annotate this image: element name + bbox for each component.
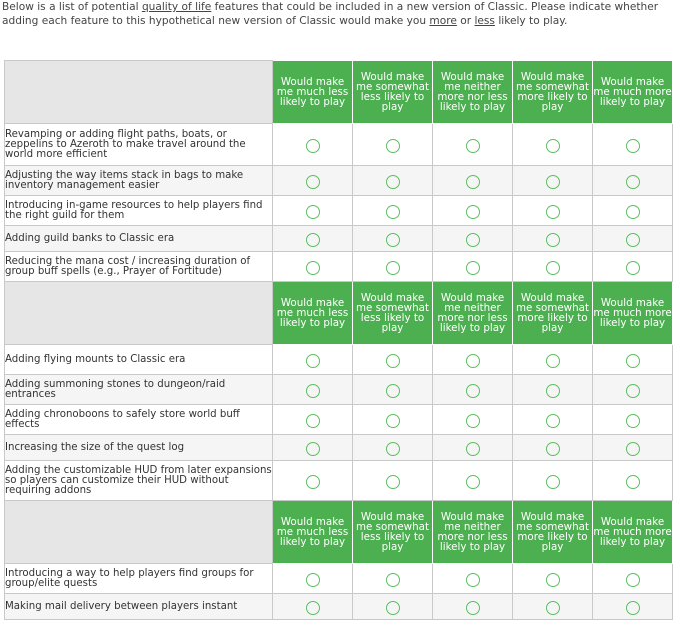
question-label: Adding flying mounts to Classic era [5,345,273,375]
radio-button[interactable] [386,573,400,587]
question-label: Increasing the size of the quest log [5,435,273,461]
radio-button[interactable] [546,384,560,398]
radio-button[interactable] [306,475,320,489]
radio-cell [353,124,433,166]
column-header: Would make me somewhat more likely to play [513,61,593,124]
radio-button[interactable] [626,442,640,456]
radio-cell [433,375,513,405]
radio-button[interactable] [306,414,320,428]
column-header: Would make me much more likely to play [593,282,673,345]
radio-cell [513,252,593,282]
radio-button[interactable] [306,354,320,368]
radio-cell [353,405,433,435]
radio-cell [433,594,513,620]
question-row [5,124,673,166]
column-header-row [5,61,673,124]
question-row [5,345,673,375]
radio-cell [433,226,513,252]
radio-button[interactable] [626,233,640,247]
survey-instructions: Below is a list of potential quality of life features that could be included in a new version of Classic. Please indicate whether adding each feature to this hypothetical new version of Classic would make you more or less likely to play. [2,1,659,27]
radio-button[interactable] [546,205,560,219]
radio-button[interactable] [626,384,640,398]
question-label: Adding the customizable HUD from later expansions so players can customize their HUD without requiring addons [5,461,273,501]
radio-cell [593,252,673,282]
radio-cell [433,252,513,282]
radio-cell [353,375,433,405]
radio-cell [353,226,433,252]
question-label: Adjusting the way items stack in bags to make inventory management easier [5,166,273,196]
radio-button[interactable] [466,205,480,219]
column-header: Would make me much less likely to play [273,282,353,345]
header-blank-cell [5,282,273,345]
question-label: Revamping or adding flight paths, boats, or zeppelins to Azeroth to make travel around the world more efficient [5,124,273,166]
column-header: Would make me much more likely to play [593,501,673,564]
question-row [5,252,673,282]
question-row [5,375,673,405]
radio-button[interactable] [386,601,400,615]
radio-cell [273,405,353,435]
radio-button[interactable] [306,261,320,275]
question-row [5,226,673,252]
radio-cell [273,345,353,375]
radio-cell [593,124,673,166]
question-row [5,435,673,461]
radio-button[interactable] [466,384,480,398]
radio-cell [513,166,593,196]
radio-button[interactable] [466,442,480,456]
likert-matrix [4,60,673,620]
radio-button[interactable] [386,414,400,428]
more-emphasis: more [429,15,457,27]
radio-button[interactable] [546,442,560,456]
radio-button[interactable] [626,354,640,368]
radio-button[interactable] [546,354,560,368]
radio-cell [513,375,593,405]
radio-cell [273,252,353,282]
column-header: Would make me neither more nor less likely to play [433,282,513,345]
question-row [5,564,673,594]
question-label: Reducing the mana cost / increasing duration of group buff spells (e.g., Prayer of Fortitude) [5,252,273,282]
radio-cell [273,166,353,196]
radio-cell [433,166,513,196]
radio-cell [273,375,353,405]
radio-button[interactable] [626,175,640,189]
radio-button[interactable] [306,139,320,153]
radio-cell [353,196,433,226]
radio-button[interactable] [466,354,480,368]
question-label: Adding chronoboons to safely store world buff effects [5,405,273,435]
column-header: Would make me neither more nor less likely to play [433,61,513,124]
radio-cell [593,345,673,375]
radio-button[interactable] [306,175,320,189]
radio-cell [513,196,593,226]
question-row [5,405,673,435]
radio-cell [353,345,433,375]
less-emphasis: less [474,15,495,27]
radio-cell [513,345,593,375]
radio-cell [593,564,673,594]
radio-cell [593,226,673,252]
radio-button[interactable] [626,573,640,587]
radio-button[interactable] [546,233,560,247]
column-header: Would make me much less likely to play [273,501,353,564]
column-header: Would make me somewhat more likely to play [513,282,593,345]
radio-cell [353,594,433,620]
radio-button[interactable] [386,233,400,247]
radio-cell [273,564,353,594]
question-label: Adding guild banks to Classic era [5,226,273,252]
question-label: Introducing in-game resources to help players find the right guild for them [5,196,273,226]
radio-button[interactable] [626,414,640,428]
column-header-row [5,282,673,345]
question-row [5,594,673,620]
radio-cell [433,124,513,166]
radio-cell [273,461,353,501]
radio-button[interactable] [306,384,320,398]
column-header: Would make me somewhat less likely to play [353,282,433,345]
column-header: Would make me much less likely to play [273,61,353,124]
radio-cell [513,461,593,501]
question-row [5,166,673,196]
radio-button[interactable] [466,475,480,489]
radio-button[interactable] [546,601,560,615]
column-header-row [5,501,673,564]
radio-button[interactable] [546,475,560,489]
question-row [5,196,673,226]
radio-button[interactable] [386,139,400,153]
radio-cell [593,405,673,435]
radio-cell [593,435,673,461]
radio-button[interactable] [306,442,320,456]
radio-button[interactable] [466,175,480,189]
radio-cell [433,461,513,501]
question-label: Introducing a way to help players find groups for group/elite quests [5,564,273,594]
radio-cell [273,124,353,166]
radio-cell [513,226,593,252]
radio-button[interactable] [466,601,480,615]
radio-button[interactable] [546,414,560,428]
radio-button[interactable] [626,475,640,489]
radio-button[interactable] [626,601,640,615]
radio-cell [433,196,513,226]
radio-button[interactable] [386,261,400,275]
radio-button[interactable] [466,261,480,275]
radio-button[interactable] [626,261,640,275]
radio-cell [273,594,353,620]
radio-cell [353,252,433,282]
column-header: Would make me somewhat more likely to play [513,501,593,564]
radio-cell [433,564,513,594]
radio-cell [593,461,673,501]
radio-cell [433,405,513,435]
radio-button[interactable] [306,573,320,587]
quality-of-life-link: quality of life [141,1,212,13]
radio-cell [433,435,513,461]
column-header: Would make me somewhat less likely to play [353,61,433,124]
radio-button[interactable] [386,175,400,189]
radio-button[interactable] [546,175,560,189]
radio-button[interactable] [386,205,400,219]
column-header: Would make me neither more nor less likely to play [433,501,513,564]
radio-cell [353,461,433,501]
radio-cell [353,564,433,594]
column-header: Would make me somewhat less likely to play [353,501,433,564]
question-label: Adding summoning stones to dungeon/raid entrances [5,375,273,405]
radio-cell [513,124,593,166]
question-row [5,461,673,501]
radio-button[interactable] [306,233,320,247]
radio-cell [433,345,513,375]
radio-cell [593,166,673,196]
radio-cell [353,166,433,196]
radio-button[interactable] [546,139,560,153]
header-blank-cell [5,501,273,564]
radio-cell [593,594,673,620]
radio-cell [273,226,353,252]
radio-button[interactable] [386,475,400,489]
radio-button[interactable] [466,573,480,587]
radio-button[interactable] [306,205,320,219]
radio-cell [513,564,593,594]
question-label: Making mail delivery between players instant [5,594,273,620]
radio-cell [273,435,353,461]
radio-button[interactable] [546,261,560,275]
radio-button[interactable] [466,139,480,153]
radio-cell [513,405,593,435]
column-header: Would make me much more likely to play [593,61,673,124]
radio-cell [593,375,673,405]
radio-cell [593,196,673,226]
header-blank-cell [5,61,273,124]
radio-cell [513,594,593,620]
radio-cell [513,435,593,461]
radio-button[interactable] [306,601,320,615]
radio-button[interactable] [626,139,640,153]
radio-button[interactable] [386,442,400,456]
radio-button[interactable] [546,573,560,587]
radio-button[interactable] [466,414,480,428]
radio-cell [353,435,433,461]
radio-button[interactable] [386,384,400,398]
radio-button[interactable] [626,205,640,219]
radio-cell [273,196,353,226]
radio-button[interactable] [466,233,480,247]
radio-button[interactable] [386,354,400,368]
